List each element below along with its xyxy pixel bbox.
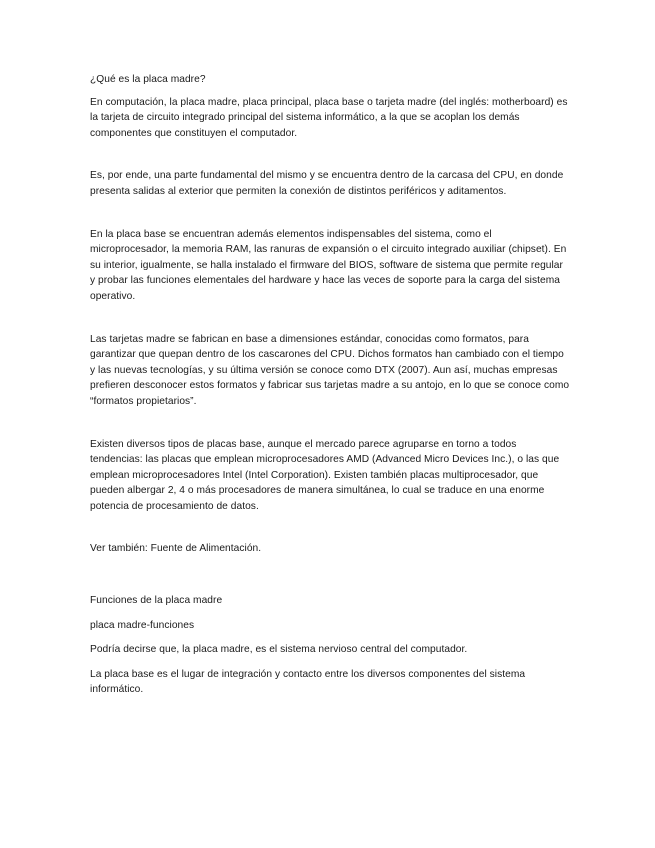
paragraph-definition: En computación, la placa madre, placa principal, placa base o tarjeta madre (del inglés: motherboard) es la tarjeta de circuito integrado principal del sistema informático, a la que se acoplan los demás componentes que constituyen el computador.	[90, 96, 568, 139]
document-title: ¿Qué es la placa madre?	[90, 74, 206, 85]
paragraph-integration: La placa base es el lugar de integración y contacto entre los diversos componentes del sistema informático.	[90, 668, 526, 696]
paragraph-formats: Las tarjetas madre se fabrican en base a dimensiones estándar, conocidas como formatos, para garantizar que quepan dentro de los cascarones del CPU. Dichos formatos han cambiado con el tiempo y las nuevas tecnologías, y su última versión se conoce como DTX (2007). Aun así, muchas empresas prefieren desconocer estos formatos y fabricar sus tarjetas madre a su antojo, en lo que se conoce como “formatos propietarios”.	[90, 333, 570, 407]
paragraph-nervous-system: Podría decirse que, la placa madre, es el sistema nervioso central del computador.	[90, 644, 468, 656]
image-caption: placa madre-funciones	[90, 619, 195, 631]
paragraph-components: En la placa base se encuentran además elementos indispensables del sistema, como el microprocesador, la memoria RAM, las ranuras de expansión o el circuito integrado auxiliar (chipset). En su interior, igualmente, se halla instalado el firmware del BIOS, software de sistema que permite regular y probar las funciones elementales del hardware y hace las veces de soporte para la carga del sistema operativo.	[90, 228, 567, 302]
document-body	[90, 72, 570, 698]
see-also-link: Ver también: Fuente de Alimentación.	[90, 543, 262, 555]
section-subtitle: Funciones de la placa madre	[90, 595, 223, 607]
paragraph-location: Es, por ende, una parte fundamental del mismo y se encuentra dentro de la carcasa del CPU, en donde presenta salidas al exterior que permiten la conexión de distintos periféricos y aditamentos.	[90, 170, 564, 197]
paragraph-types: Existen diversos tipos de placas base, aunque el mercado parece agruparse en torno a todos tendencias: las placas que emplean microprocesadores AMD (Advanced Micro Devices Inc.), o las que emplean microprocesadores Intel (Intel Corporation). Existen también placas multiprocesador, que pueden albergar 2, 4 o más procesadores de manera simultánea, lo cual se traduce en una enorme potencia de procesamiento de datos.	[90, 438, 560, 512]
